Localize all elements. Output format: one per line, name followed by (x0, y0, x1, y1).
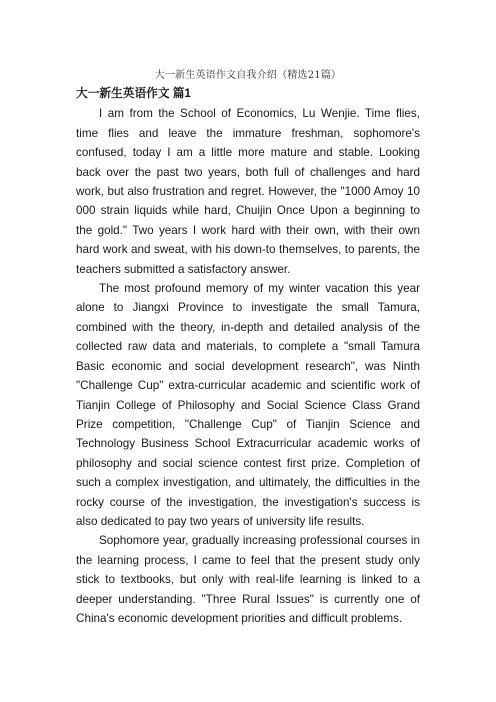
paragraph-2: The most profound memory of my winter vacation this year alone to Jiangxi Province to investigate the small Tamura, combined with the theory, in-depth and detailed analysis of the collected raw data and materials, to complete a "small Tamura Basic economic and social development research", was Ninth "Challenge Cup" extra-curricular academic and scientific work of Tianjin College of Philosophy and Social Science Class Grand Prize competition, "Challenge Cup" of Tianjin Science and Technology Business School Extracurricular academic works of philosophy and social science contest first prize. Completion of such a complex investigation, and ultimately, the difficulties in the rocky course of the investigation, the investigation's success is also dedicated to pay two years of university life results. (76, 282, 420, 528)
page-header: 大一新生英语作文自我介绍（精选21篇） (154, 70, 342, 81)
document-body (76, 84, 420, 628)
section-title: 大一新生英语作文 篇1 (76, 87, 191, 100)
paragraph-3: Sophomore year, gradually increasing professional courses in the learning process, I came to feel that the present study only stick to textbooks, but only with real-life learning is linked to a deeper understanding. "Three Rural Issues" is currently one of China's economic development priorities and difficult problems. (76, 534, 420, 625)
paragraph-1: I am from the School of Economics, Lu Wenjie. Time flies, time flies and leave the immature freshman, sophomore's confused, today I am a little more mature and stable. Looking back over the past two years, both full of challenges and hard work, but also frustration and regret. However, the "1000 Amoy 10 000 strain liquids while hard, Chuijin Once Upon a beginning to the gold." Two years I work hard with their own, with their own hard work and sweat, with his down-to themselves, to parents, the teachers submitted a satisfactory answer. (76, 107, 420, 276)
